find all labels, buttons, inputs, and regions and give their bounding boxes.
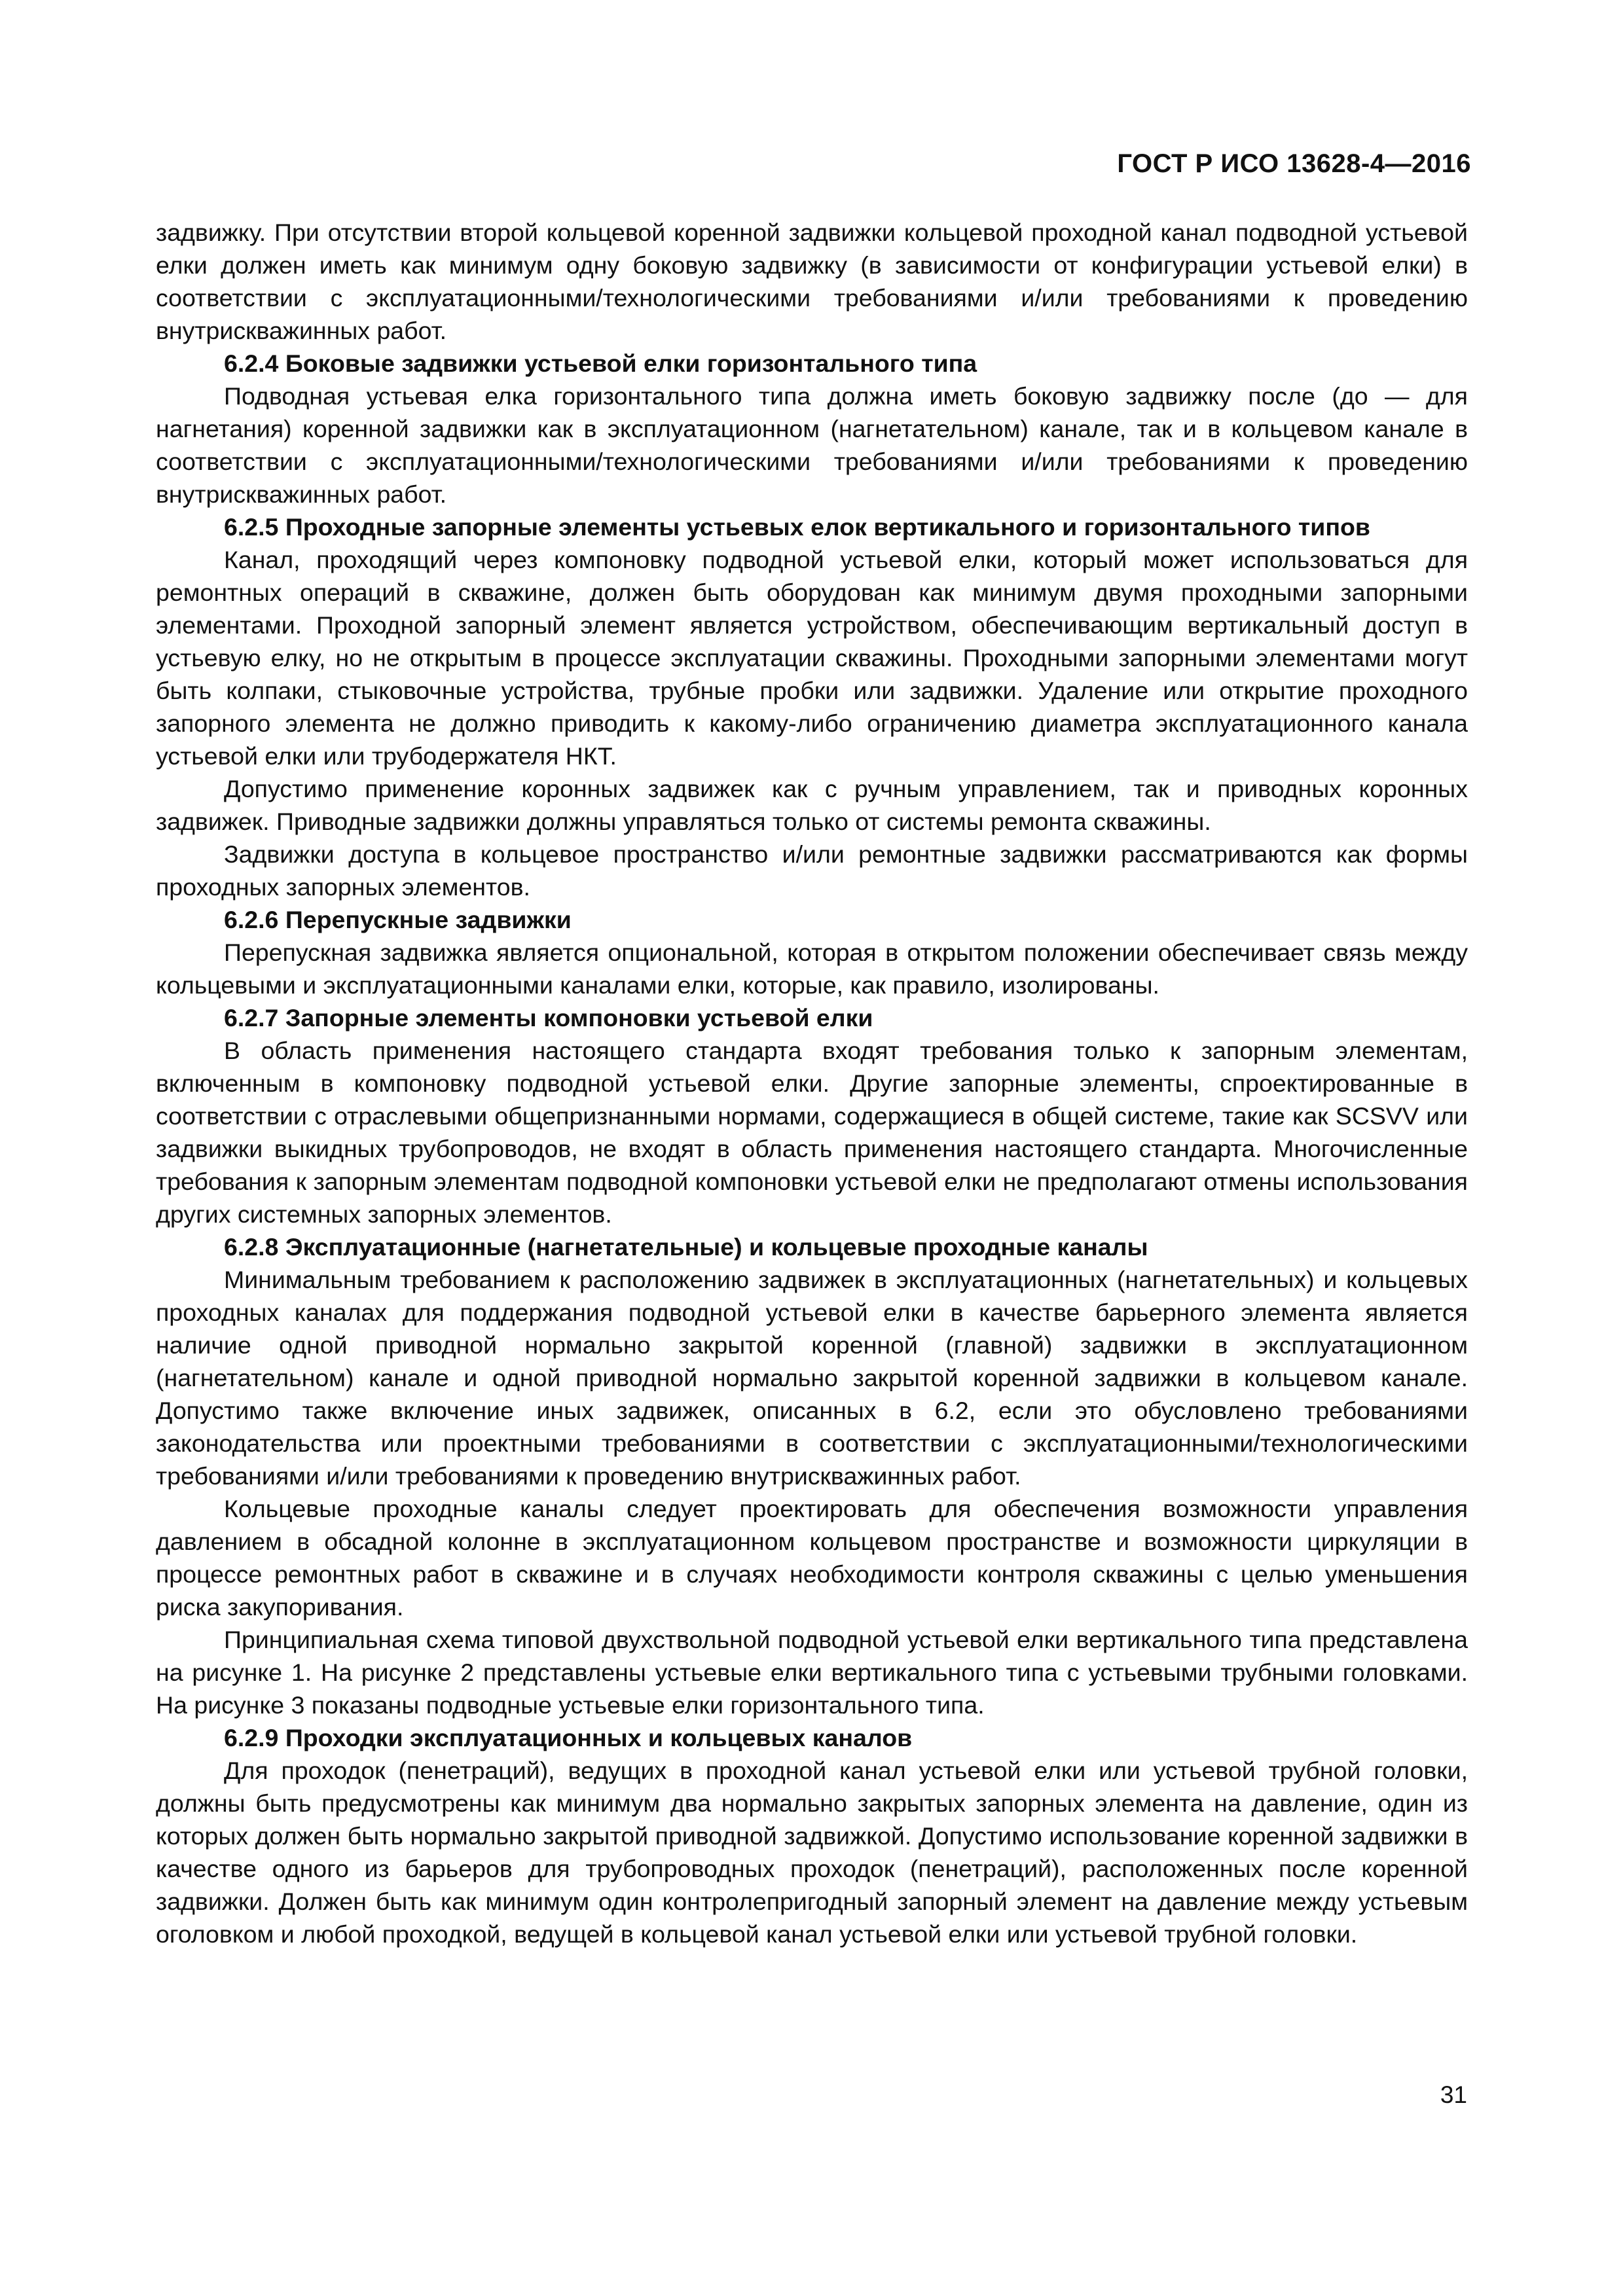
section-heading-6-2-9: 6.2.9 Проходки эксплуатационных и кольцевых каналов	[224, 1724, 913, 1751]
page-number: 31	[1440, 2081, 1467, 2108]
section-heading-6-2-7: 6.2.7 Запорные элементы компоновки устьевой елки	[224, 1004, 873, 1031]
paragraph: Подводная устьевая елка горизонтального типа должна иметь боковую задвижку после (до — для нагнетания) коренной задвижки как в эксплуатационном (нагнетательном) канале, так и в кольцевом канале в соответствии с эксплуатационными/технологическими требованиями и/или требованиями к проведению внутрискважинных работ.	[156, 382, 1468, 508]
paragraph: Кольцевые проходные каналы следует проектировать для обеспечения возможности управления давлением в обсадной колонне в эксплуатационном кольцевом пространстве и возможности циркуляции в процессе ремонтных работ в скважине и в случаях необходимости контроля скважины с целью уменьшения риска закупоривания.	[156, 1495, 1468, 1621]
paragraph: Минимальным требованием к расположению задвижек в эксплуатационных (нагнетательных) и кольцевых проходных каналах для поддержания подводной устьевой елки в качестве барьерного элемента является наличие одной приводной нормально закрытой коренной (главной) задвижки в эксплуатационном (нагнетательном) канале и одной приводной нормально закрытой коренной задвижки в кольцевом канале. Допустимо также включение иных задвижек, описанных в 6.2, если это обусловлено требованиями законодательства или проектными требованиями в соответствии с эксплуатационными/технологическими требованиями и/или требованиями к проведению внутрискважинных работ.	[156, 1266, 1468, 1490]
paragraph: В область применения настоящего стандарта входят требования только к запорным элементам, включенным в компоновку подводной устьевой елки. Другие запорные элементы, спроектированные в соответствии с отраслевыми общепризнанными нормами, содержащиеся в общей системе, такие как SCSVV или задвижки выкидных трубопроводов, не входят в область применения настоящего стандарта. Многочисленные требования к запорным элементам подводной компоновки устьевой елки не предполагают отмены использования других системных запорных элементов.	[156, 1037, 1468, 1228]
section-heading-6-2-8: 6.2.8 Эксплуатационные (нагнетательные) и кольцевые проходные каналы	[224, 1233, 1148, 1261]
paragraph: Допустимо применение коронных задвижек как с ручным управлением, так и приводных коронных задвижек. Приводные задвижки должны управляться только от системы ремонта скважины.	[156, 775, 1468, 835]
paragraph: Принципиальная схема типовой двухствольной подводной устьевой елки вертикального типа представлена на рисунке 1. На рисунке 2 представлены устьевые елки вертикального типа с устьевыми трубными головками. На рисунке 3 показаны подводные устьевые елки горизонтального типа.	[156, 1626, 1468, 1719]
section-heading-6-2-6: 6.2.6 Перепускные задвижки	[224, 906, 572, 933]
document-code-header: ГОСТ Р ИСО 13628-4—2016	[1117, 149, 1471, 178]
section-heading-6-2-4: 6.2.4 Боковые задвижки устьевой елки горизонтального типа	[224, 350, 977, 377]
paragraph-continuation: задвижку. При отсутствии второй кольцевой коренной задвижки кольцевой проходной канал подводной устьевой елки должен иметь как минимум одну боковую задвижку (в зависимости от конфигурации устьевой елки) в соответствии с эксплуатационными/технологическими требованиями и/или требованиями к проведению внутрискважинных работ.	[156, 219, 1468, 344]
paragraph: Задвижки доступа в кольцевое пространство и/или ремонтные задвижки рассматриваются как формы проходных запорных элементов.	[156, 840, 1468, 901]
document-body	[156, 216, 1468, 1950]
paragraph: Канал, проходящий через компоновку подводной устьевой елки, который может использоваться для ремонтных операций в скважине, должен быть оборудован как минимум двумя проходными запорными элементами. Проходной запорный элемент является устройством, обеспечивающим вертикальный доступ в устьевую елку, но не открытым в процессе эксплуатации скважины. Проходными запорными элементами могут быть колпаки, стыковочные устройства, трубные пробки или задвижки. Удаление или открытие проходного запорного элемента не должно приводить к какому-либо ограничению диаметра эксплуатационного канала устьевой елки или трубодержателя НКТ.	[156, 546, 1468, 770]
paragraph: Для проходок (пенетраций), ведущих в проходной канал устьевой елки или устьевой трубной головки, должны быть предусмотрены как минимум два нормально закрытых запорных элемента на давление, один из которых должен быть нормально закрытой приводной задвижкой. Допустимо использование коренной задвижки в качестве одного из барьеров для трубопроводных проходок (пенетраций), расположенных после коренной задвижки. Должен быть как минимум один контролепригодный запорный элемент на давление между устьевым оголовком и любой проходкой, ведущей в кольцевой канал устьевой елки или устьевой трубной головки.	[156, 1757, 1468, 1948]
paragraph: Перепускная задвижка является опциональной, которая в открытом положении обеспечивает связь между кольцевыми и эксплуатационными каналами елки, которые, как правило, изолированы.	[156, 939, 1468, 999]
section-heading-6-2-5: 6.2.5 Проходные запорные элементы устьевых елок вертикального и горизонтального типов	[224, 513, 1370, 541]
